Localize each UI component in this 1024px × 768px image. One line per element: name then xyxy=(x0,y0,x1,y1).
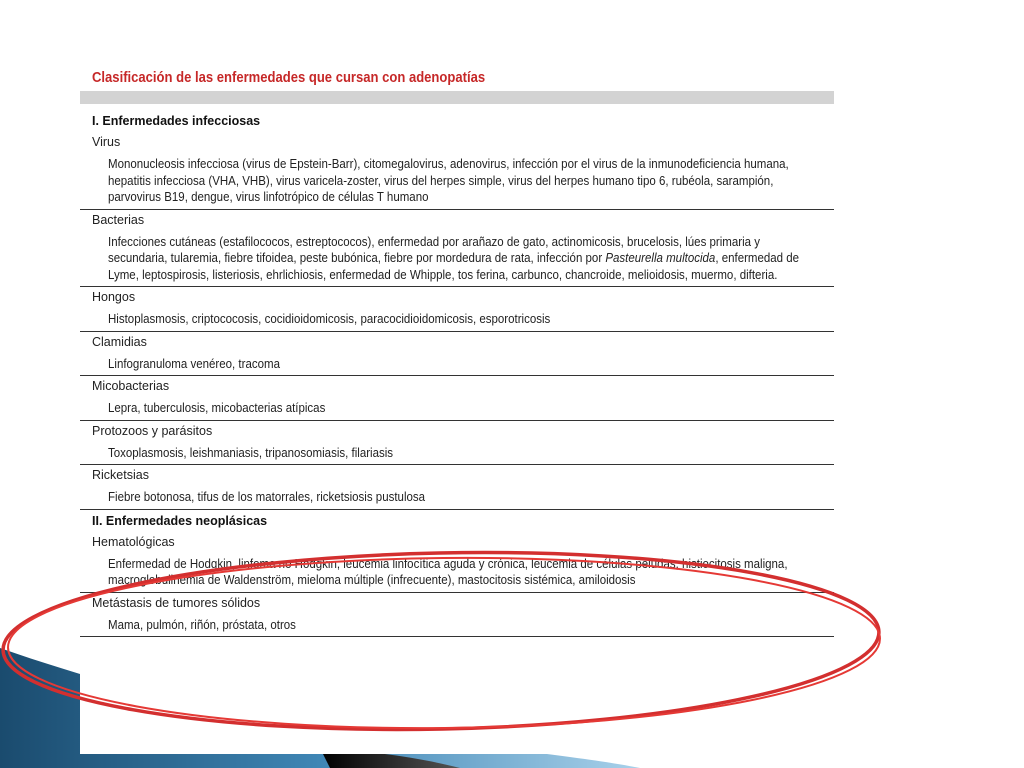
category-items xyxy=(80,552,834,593)
category-label: Ricketsias xyxy=(92,468,149,482)
title-header-bar xyxy=(80,91,834,104)
category-items xyxy=(80,441,834,466)
category-items-text: Fiebre botonosa, tifus de los matorrales, ricketsiosis pustulosa xyxy=(108,490,426,504)
category-items-text: Linfogranuloma venéreo, tracoma xyxy=(108,356,280,371)
category-items xyxy=(80,485,834,510)
category-label: Hematológicas xyxy=(92,534,175,549)
category-items xyxy=(80,230,834,288)
category-items xyxy=(80,152,834,210)
category-items-text: Enfermedad de Hodgkin, linfoma no Hodgkin, leucemia linfocítica aguda y crónica, leucemia de células peludas, histiocitosis maligna, macroglobulinemia de Waldenström, mieloma múltiple (infrecuente), mastocitosis sistémica, amiloidosis xyxy=(108,556,788,587)
category-items-text: Infecciones cutáneas (estafilococos, estreptococos), enfermedad por arañazo de gato, actinomicosis, brucelosis, lúes primaria y secundaria, tularemia, fiebre tifoidea, peste bubónica, fiebre por mordedura de rata, infección por Pasteurella multocida, enfermedad de Lyme, leptospirosis, listeriosis, ehrlichiosis, enfermedad de Whipple, tos ferina, carbunco, chancroide, melioidosis, muermo, difteria. xyxy=(108,234,800,282)
table-body xyxy=(80,110,834,637)
table-title: Clasificación de las enfermedades que cursan con adenopatías xyxy=(92,70,486,86)
category-label: Metástasis de tumores sólidos xyxy=(92,595,261,610)
category-label: Hongos xyxy=(92,290,136,304)
category-label: Bacterias xyxy=(92,212,145,227)
category-label: Micobacterias xyxy=(92,379,170,393)
section-heading-neoplasicas: II. Enfermedades neoplásicas xyxy=(92,513,268,528)
category-label: Virus xyxy=(92,135,121,149)
category-items-text: Mama, pulmón, riñón, próstata, otros xyxy=(108,617,296,632)
category-items-text: Toxoplasmosis, leishmaniasis, tripanosomiasis, filariasis xyxy=(108,445,394,460)
category-items-text: Mononucleosis infecciosa (virus de Epstein-Barr), citomegalovirus, adenovirus, infección por el virus de la inmunodeficiencia humana, hepatitis infecciosa (VHA, VHB), virus varicela-zoster, virus del herpes simple, virus del herpes humano tipo 6, rubéola, sarampión, parvovirus B19, dengue, virus linfotrópico de células T humano xyxy=(108,157,789,204)
category-items xyxy=(80,307,834,332)
species-name: Pasteurella multocida xyxy=(605,251,716,265)
category-label: Clamidias xyxy=(92,334,147,349)
category-items xyxy=(80,613,834,638)
category-items-text: Histoplasmosis, criptococosis, cocidioidomicosis, paracocidioidomicosis, esporotricosis xyxy=(108,312,551,326)
category-items xyxy=(80,352,834,377)
classification-table xyxy=(80,64,834,754)
category-items xyxy=(80,396,834,421)
category-items-text: Lepra, tuberculosis, micobacterias atípicas xyxy=(108,401,326,415)
section-heading-infecciosas: I. Enfermedades infecciosas xyxy=(92,114,261,128)
category-label: Protozoos y parásitos xyxy=(92,423,213,438)
